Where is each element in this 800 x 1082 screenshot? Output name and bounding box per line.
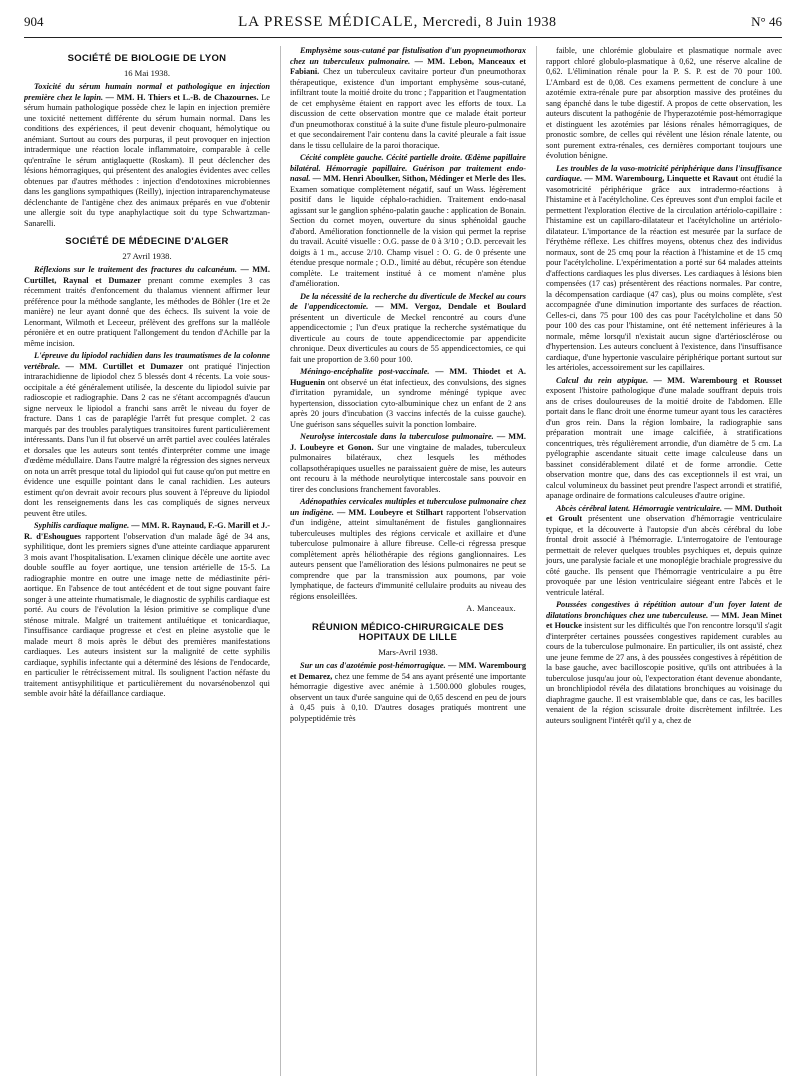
abstract-paragraph [546, 600, 782, 726]
abstract-authors: — MM. Curtillet, Raynal et Dumazer [24, 265, 270, 285]
abstract-authors: — MM. Warembourg, Linquette et Ravaut [584, 174, 739, 183]
abstract-body: rapportent l'observation d'un malade âgé de 34 ans, syphilitique, dont les premiers signes d'une atteinte cardiaque apparurent 3 mois avant l'hospitalisation. L'examen clinique décèle une aortite avec double souffle au foyer aortique, une tension artérielle de 15-5. La radiographie montre en outre une image nette de médiastinite péri-aortique. En l'absence de tout antécédent et de tout signe pouvant faire songer à une atteinte rhumatismale, le diagnostic de syphilis cardiaque est porté. Au cours de l'évolution la lésion primitive se complique d'une sténose mitrale. Malgré un traitement antiluétique et tonicardiaque, l'insuffisance cardiaque progresse et c'est en pleine asystolie que le malade meurt 8 mois après le début des premières manifestations cardiaques. Les auteurs insistent sur la malignité de cette syphilis cardiaque, syphilis infectante qui a déterminé des lésions de l'endocarde, en particulier le rétrécissement mitral. Ils soulignent l'action néfaste du traitement antisyphilitique et particulièrement du novarsénobenzol qui semble avoir hâté la défaillance cardiaque. [24, 531, 270, 698]
abstract-body: ont étudié la vasomotricité périphérique grâce aux intradermo-réactions à l'histamine et à l'acétylcholine. Ces épreuves sont d'un emploi facile et permettent l'exploration élective de la circulation artériolo-capillaire : l'histamine est un capillaro-dilatateur et l'acétylcholine un artériolo-dilatateur. L'importance de la réaction est mesurée par la surface de l'érythème réflexe. Les chiffres moyens, obtenus chez des individus normaux, sont de 25 cmq pour la réaction à l'histamine et de 15 cmq pour l'acétylcholine. L'expérimentation a porté sur 64 malades atteints d'affections cardiaques les plus diverses. Les cardiaques à lésions bien compensées (17 cas) présentèrent des réactions normales. Par contre, la décompensation cardiaque (47 cas), plus ou moins complète, s'est accompagnée d'une diminution importante des surfaces de réaction. Celles-ci, dans 75 pour 100 des cas pour l'acétylcholine et dans 50 pour 100 des cas pour l'histamine, ont été nettement inférieures à la normale, même lorsqu'il n'existait aucun signe d'artériosclérose ou d'hypertension. Les auteurs concluent à l'existence, dans l'insuffisance cardiaque, d'une hypertonie vasculaire périphérique portant surtout sur les artérioles, accessoirement sur les capillaires. [545, 174, 782, 372]
abstract-authors: — MM. Loubeyre et Stilhart [337, 507, 444, 517]
abstract-paragraph [290, 432, 526, 495]
abstract-authors: — MM. J. Loubeyre et Gonon. [289, 432, 526, 452]
abstract-body: Le sérum humain pathologique possède chez le lapin en injection première une toxicité nettement différente du sérum humain normal. Dans les conditions des expériences, il peut devenir choquant, hémolytique ou anémiant. Surtout au cours des purpuras, il peut provoquer en injection intradermique une réaction locale inflammatoire, comparable à celle qu'entraîne le sérum antiglaquette (Roskam). Il peut déclencher des lésions hémorragiques, qui présentent des analogies évidentes avec celles obtenues par d'autres méthodes : injection d'endotoxines microbiennes dans les ganglions sympathiques (Reilly), injection intraparenchymateuse déclenchante de l'antigène chez des animaux préparés en vue d'obtenir une allergie soit du type anaphylactique soit du type Schwartzman-Sanarelli. [24, 92, 270, 228]
abstract-paragraph [546, 164, 782, 374]
abstract-body: prenant comme exemples 3 cas récemment traités d'enfoncement du thalamus viennent affirmer leur préférence pour la méthode sanglante, les méthodes de Böhler (1re et 2e manière) ne leur ayant donné que des échecs. Ils suivent la voie de Lenormant, Wilmoth et Leceeur, prélèvent des greffons sur la malléole péronière et en outre pratiquent l'allongement du tendon d'Achille par la même incision. [24, 275, 270, 348]
abstract-paragraph [290, 661, 526, 724]
column-1 [24, 46, 270, 1076]
signature: A. Manceaux. [466, 604, 516, 613]
abstract-paragraph [546, 46, 782, 162]
abstract-authors: — MM. Thiodet et A. Huguenin [289, 367, 526, 387]
abstract-authors: — MM. Lebon, Manceaux et Fabiani. [289, 56, 526, 76]
abstract-paragraph [24, 351, 270, 519]
abstract-title: Cécité complète gauche. Cécité partielle droite. Œdème papillaire bilatéral. Hémorragie papillaire. Guérison par traitement endo-nasal. [289, 153, 526, 183]
abstract-title: Adénopathies cervicales multiples et tuberculose pulmonaire chez un indigène. [289, 497, 526, 517]
abstract-body: chez une femme de 54 ans ayant présenté une importante hémorragie digestive avec anémie à 1.500.000 globules rouges, observent un taux d'urée sanguine qui de 0,65 descend en peu de jours à 0,45 puis à 0,10. D'autres dosages pratiqués montrent une polypeptidémie très [289, 671, 526, 723]
section-title: RÉUNION MÉDICO-CHIRURGICALE DES HOPITAUX DE LILLE [312, 621, 504, 643]
section-date: Mars-Avril 1938. [378, 646, 438, 657]
abstract-body: faible, une chlorémie globulaire et plasmatique normale avec rapport chloré globulo-plasmatique à 0,62, une réserve alcaline de 0,62. L'élimination rénale pour la P. S. P. est de 70 pour 100. L'Ambard est de 0,08. Ces examens permettent de conclure à une azotémie extra-rénale pure par absorption massive des protéines du sang épanché dans le tube digestif. A propos de cette observation, les auteurs discutent la pathogénie de l'hyperazotémie post-hémorragique et distinguent les azotémies par lésions rénales hémorragiques, de pronostic sombre, de celles qui révèlent une lésion rénale latente, ou sont purement extra-rénales, ces dernières comportant toujours une évolution bénigne. [545, 46, 782, 160]
page-number: 904 [24, 14, 44, 29]
abstract-title: Neurolyse intercostale dans la tuberculose pulmonaire. [299, 432, 494, 441]
abstract-authors: — MM. Vergoz, Dendale et Boulard [375, 302, 526, 311]
abstract-title: Sur un cas d'azotémie post-hémorragique. [299, 661, 446, 670]
abstract-title: Les troubles de la vaso-motricité périphérique dans l'insuffisance cardiaque. [545, 163, 782, 183]
section-title: SOCIÉTÉ DE MÉDECINE D'ALGER [65, 236, 229, 247]
abstract-authors: — MM. Warembourg et Rousset [653, 375, 782, 385]
section-title: SOCIÉTÉ DE BIOLOGIE DE LYON [67, 53, 227, 64]
running-title [238, 14, 556, 31]
section-date: 16 Mai 1938. [123, 67, 171, 78]
abstract-body: insistent sur les difficultés que l'on rencontre lorsqu'il s'agit d'interpréter certaines poussées congestives rapidement curables au cours de la tuberculose pulmonaire. En particulier, ils ont assisté, chez une jeune femme de 27 ans, à des poussées congestives à répétition de la base gauche, avec bacilloscopie positive, qu'ils ont attribuées à la tuberculose jusqu'au jour où, l'expectoration étant devenue abondante, un bronchlipiodol révéla des dilatations bronchiques au voisinage du diaphragme gauche. Il est vraisemblable que, dans ce cas, les bacilles venaient de la région scissurale droite discrètement infiltrée. Les auteurs soulignent l'intérêt qu'il y a, chez de [545, 621, 782, 725]
abstract-paragraph [24, 521, 270, 700]
abstract-paragraph [24, 265, 270, 349]
abstract-authors: — MM. R. Raynaud, F.-G. Marill et J.-R. d'Eshougues [24, 521, 270, 541]
abstract-title: Réflexions sur le traitement des fractures du calcanéum. [34, 265, 237, 274]
abstract-authors: — MM. H. Thiers et L.-B. de Chazournes. [105, 92, 259, 102]
issue-date: Mercredi, 8 Juin 1938 [422, 15, 557, 30]
abstract-title: Calcul du rein atypique. [555, 375, 649, 385]
abstract-paragraph [290, 153, 526, 290]
abstract-title: Abcès cérébral latent. Hémorragie ventriculaire. [555, 503, 723, 513]
column-2 [280, 46, 526, 1076]
abstract-body: rapportent l'observation d'un indigène, atteint simultanément de fistules ganglionnaires tuberculeuses multiples des régions cervicale et axillaire et d'une tuberculose pulmonaire à allure fibreuse. Celle-ci régressa presque complètement après héliothérapie des régions ganglionnaires. Les auteurs pensent que l'amélioration des lésions pulmonaires ne peut se comprendre que par la transmission aux poumons, par voie lymphatique, de facteurs d'immunité cellulaire produits au niveau des régions ensoleillées. [289, 507, 526, 601]
abstract-authors: — MM. Duthoit et Groult [545, 503, 782, 523]
abstract-authors: — MM. Warembourg et Demarez, [289, 661, 526, 681]
abstract-paragraph [290, 292, 526, 366]
page-header [24, 14, 782, 38]
abstract-authors: — MM. Curtillet et Dumazer [65, 361, 184, 371]
journal-name: LA PRESSE MÉDICALE, [238, 14, 419, 30]
column-3 [536, 46, 782, 1076]
abstract-paragraph [290, 46, 526, 151]
section-date: 27 Avril 1938. [122, 250, 172, 261]
abstract-authors: — MM. Henri Aboulker, Sithon, Médinger et Merle des Iles. [312, 174, 526, 183]
abstract-paragraph [546, 376, 782, 502]
abstract-body: Examen somatique complètement négatif, sauf un Wass. légèrement positif dans le liquide céphalo-rachidien. Traitement endo-nasal agissant sur le ganglion sphéno-palatin gauche : application de Bonain. Section du cornet moyen, ouverture du sinus sphénoïdal gauche d'abord. Amélioration fonctionnelle de la vision qui permet la reprise du travail. Acuité visuelle : O.G. passe de 0 à 3/10 ; O.D. percevait les doigts à 1 m., accuse 2/10. Champ visuel : O. G. de 0 présente une étendue presque normale ; O.D., limité au début, récupère son étendue complète. Le traitement institué à ce moment n'amène plus d'amélioration. [289, 184, 526, 288]
abstract-authors: — MM. Jean Minet et Houcke [545, 610, 782, 630]
abstract-title: Syphilis cardiaque maligne. [34, 521, 130, 530]
abstract-body: ont pratiqué l'injection intrarachidienne de lipiodol chez 5 blessés dont 4 récents. La voie sous-occipitale a été généralement utilisée, la descente du lipiodol suivie par radioscopie et radiographie. Dans 2 cas ne s'étant accompagnés d'aucun signe nerveux le lipiodol a franchi sans arrêt le niveau du foyer de fracture. Dans 1 cas de paraplégie l'arrêt fut presque complet. 2 cas marqués par des troubles paralytiques transitoires furent particulièrement intéressants. Dans l'un il fut observé un arrêt partiel avec coulées latérales et dorsales que les auteurs sont tentés d'interpréter comme une image d'œdème médullaire. Dans l'autre malgré la régression des signes nerveux on nota un arrêt presque total du lipiodol qui fut cause qu'on put mettre en évidence une esquille pointant dans le canal rachidien. Les auteurs estiment qu'on devrait avoir recours plus souvent à l'épreuve du lipiodol dont les renseignements dans les cas compliqués de signes nerveux peuvent être utiles. [24, 361, 270, 518]
abstract-body: ont observé un état infectieux, des convulsions, des signes d'irritation pyramidale, un syndrome méningé typique avec hypertension, dissociation cyto-albuminique chez un enfant de 2 ans après 20 jours d'incubation (3 vaccins infectés de la cuisse gauche). Une guérison sans séquelles suivit la ponction lombaire. [289, 377, 526, 429]
abstract-title: De la nécessité de la recherche du diverticule de Meckel au cours de l'appendicectomie. [289, 291, 526, 311]
text-columns [24, 46, 782, 1076]
abstract-paragraph [24, 82, 270, 229]
abstract-title: L'épreuve du lipiodol rachidien dans les traumatismes de la colonne vertébrale. [24, 351, 270, 371]
abstract-body: présentent un diverticule de Meckel rencontré au cours d'une appendicectomie ; l'un d'eux pratique la recherche systématique du diverticule au cours de toute appendicectomie par appendicite chronique. Deux diverticules au cours de 55 appendicectomies, ce qui fait une proportion de 3.60 pour 100. [289, 312, 526, 364]
abstract-body: présentent une observation d'hémorragie ventriculaire typique, et la découverte à l'autopsie d'un abcès cérébral du lobe frontal droit associé à l'hémorragie. L'interrogatoire de l'entourage permettait de relever quelques troubles psychiques et, depuis quinze jours, une paralysie faciale et une monoplégie brachiale progressive du côté gauche. Ils pensent que l'hémorragie ventriculaire a pu être provoquée par une lésion ventriculaire siégeant entre l'abcès et le ventricule latéral. [545, 514, 782, 597]
abstract-paragraph [290, 497, 526, 602]
abstract-body: Sur une vingtaine de malades, tuberculeux pulmonaires bilatéraux, chez lesquels les méthodes collapsothérapiques usuelles ne paraissaient guère de mise, les auteurs ont recouru à la méthode neurolytique intercostale sans pouvoir en tirer des conclusions franchement favorables. [289, 442, 526, 494]
abstract-title: Poussées congestives à répétition autour d'un foyer latent de dilatations bronchiques chez une tuberculeuse. [545, 600, 782, 620]
abstract-title: Méningo-encéphalite post-vaccinale. [299, 367, 430, 376]
abstract-title: Toxicité du sérum humain normal et pathologique en injection première chez le lapin. [24, 82, 270, 102]
abstract-paragraph [290, 367, 526, 430]
abstract-body: Chez un tuberculeux cavitaire porteur d'un pneumothorax thérapeutique, existence d'un important emphysème sous-cutané, infiltrant toute la moitié droite du tronc ; l'apparition et l'augmentation de cet emphysème étaient en rapport avec les efforts de toux. La discussion de cette observation montre que ce malade était porteur d'un pneumothorax constitué à la suite d'une fistule pleuro-pulmonaire et que secondairement l'air contenu dans la cavité pleurale a fait issue dans le tissu cellulaire de la paroi thoracique. [289, 67, 526, 150]
abstract-title: Emphysème sous-cutané par fistulisation d'un pyopneumothorax chez un tuberculeux pulmonaire. [289, 46, 526, 66]
issue-number: N° 46 [751, 14, 782, 29]
abstract-paragraph [546, 504, 782, 599]
abstract-body: exposent l'histoire pathologique d'une malade souffrant depuis trois ans de crises douloureuses de la moitié droite de l'abdomen. Elle portait dans le flanc droit une énorme tumeur ayant tous les caractères d'un gros rein. Dans la région lombaire, la radiographie sans préparation montrait une image calcifiée, à stratifications concentriques, très régulièrement arrondie, d'un diamètre de 5 cm. La pyélographie ascendante situait cette image calculeuse dans un bassinet considérablement dilaté et de forme arrondie. Cette observation montre que, dans des cas exceptionnels il est vrai, un calcul volumineux du bassinet peut prendre l'aspect arrondi et stratifié, apanage ordinaire de formations calculeuses d'autre origine. [545, 386, 782, 500]
